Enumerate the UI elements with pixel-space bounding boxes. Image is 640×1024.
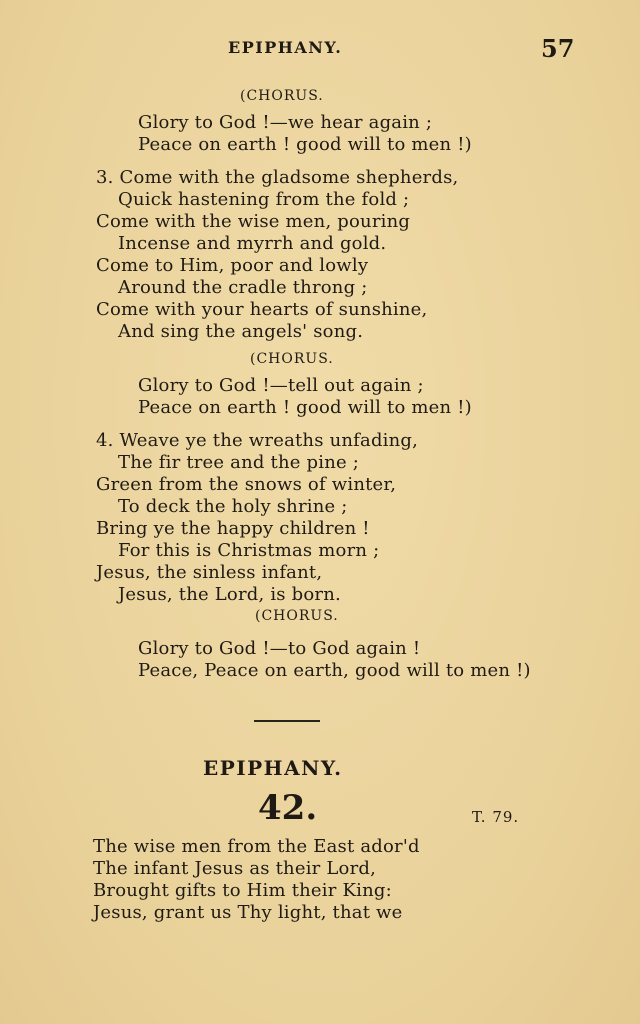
- verse-line: Jesus, the sinless infant,: [96, 562, 323, 583]
- verse-line: Peace on earth ! good will to men !): [138, 397, 472, 418]
- verse-line: Glory to God !—to God again !: [138, 638, 421, 659]
- verse-line: Green from the snows of winter,: [96, 474, 397, 495]
- verse-line: Glory to God !—we hear again ;: [138, 112, 433, 133]
- verse-line: Glory to God !—tell out again ;: [138, 375, 424, 396]
- verse-line: Bring ye the happy children !: [96, 518, 370, 539]
- verse-line: And sing the angels' song.: [118, 321, 364, 342]
- verse-line: To deck the holy shrine ;: [118, 496, 348, 517]
- chorus-label: (CHORUS.: [240, 88, 324, 104]
- verse-line: For this is Christmas morn ;: [118, 540, 380, 561]
- verse-line: The wise men from the East ador'd: [93, 836, 420, 857]
- verse-line: Peace on earth ! good will to men !): [138, 134, 472, 155]
- verse-line: 4. Weave ye the wreaths unfading,: [96, 430, 419, 451]
- verse-line: Jesus, the Lord, is born.: [118, 584, 341, 605]
- verse-line: Quick hastening from the fold ;: [118, 189, 410, 210]
- chorus-label: (CHORUS.: [255, 608, 339, 624]
- verse-line: Brought gifts to Him their King:: [93, 880, 392, 901]
- section-divider: [254, 720, 320, 722]
- verse-line: The fir tree and the pine ;: [118, 452, 360, 473]
- verse-line: Jesus, grant us Thy light, that we: [93, 902, 403, 923]
- verse-line: Peace, Peace on earth, good will to men !): [138, 660, 531, 681]
- verse-line: The infant Jesus as their Lord,: [93, 858, 377, 879]
- verse-line: Come with your hearts of sunshine,: [96, 299, 428, 320]
- verse-line: Come to Him, poor and lowly: [96, 255, 369, 276]
- page-number: 57: [541, 34, 575, 63]
- verse-line: Come with the wise men, pouring: [96, 211, 411, 232]
- running-title: EPIPHANY.: [228, 38, 343, 57]
- verse-line: Incense and myrrh and gold.: [118, 233, 387, 254]
- tune-reference: T. 79.: [472, 808, 520, 826]
- hymn-number: 42.: [258, 788, 318, 828]
- chorus-label: (CHORUS.: [250, 351, 334, 367]
- section-title: EPIPHANY.: [203, 756, 343, 780]
- verse-line: Around the cradle throng ;: [118, 277, 368, 298]
- verse-line: 3. Come with the gladsome shepherds,: [96, 167, 459, 188]
